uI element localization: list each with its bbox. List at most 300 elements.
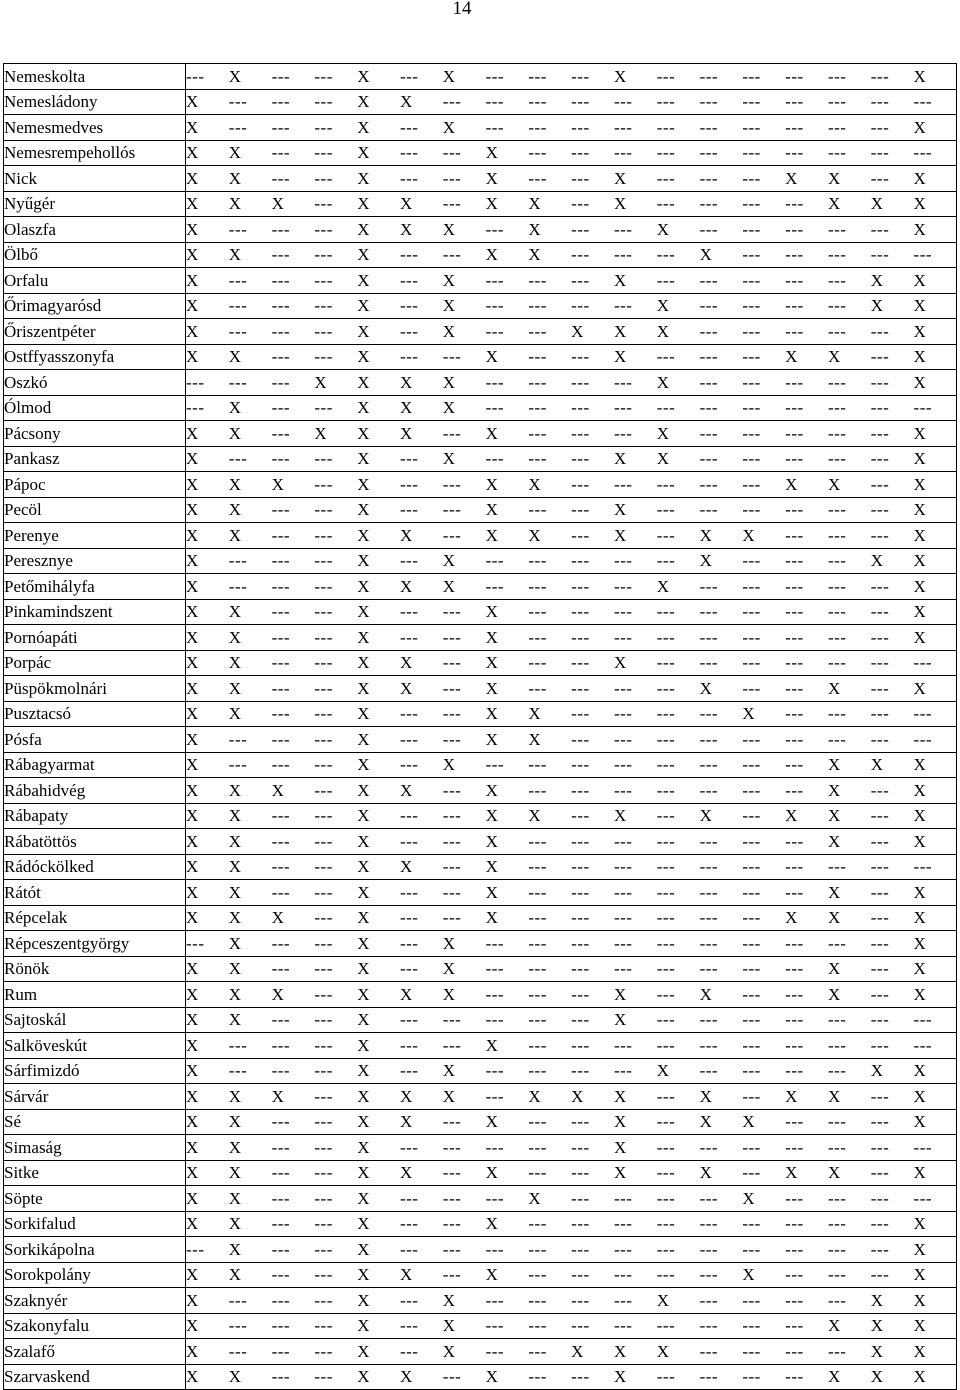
mark: X xyxy=(913,1341,927,1361)
mark: X xyxy=(485,780,499,800)
mark: --- xyxy=(271,525,291,545)
mark: --- xyxy=(785,933,804,953)
mark: --- xyxy=(528,1163,547,1183)
mark: X xyxy=(485,525,499,545)
mark: X xyxy=(870,1290,884,1310)
mark: --- xyxy=(613,245,633,265)
mark: --- xyxy=(442,423,462,443)
mark: --- xyxy=(314,270,333,290)
mark: --- xyxy=(699,704,719,724)
mark: --- xyxy=(314,627,333,647)
mark: X xyxy=(357,423,370,443)
mark: --- xyxy=(271,882,291,902)
mark: X xyxy=(485,1163,499,1183)
mark: --- xyxy=(271,1341,291,1361)
mark: X xyxy=(913,423,927,443)
mark: --- xyxy=(913,1188,933,1208)
mark: --- xyxy=(785,1061,804,1081)
mark: X xyxy=(357,933,370,953)
mark: X xyxy=(613,500,627,520)
mark: --- xyxy=(314,1341,333,1361)
mark: X xyxy=(357,449,370,469)
mark: --- xyxy=(399,1188,419,1208)
mark: --- xyxy=(913,729,933,749)
mark-cell xyxy=(186,752,957,778)
mark: --- xyxy=(528,857,547,877)
mark: X xyxy=(613,1367,627,1387)
mark: --- xyxy=(271,678,291,698)
mark: --- xyxy=(870,449,890,469)
mark: --- xyxy=(571,474,590,494)
mark: X xyxy=(913,882,927,902)
mark: X xyxy=(913,525,927,545)
mark: X xyxy=(528,245,542,265)
mark: X xyxy=(357,117,370,137)
table-row xyxy=(4,1313,957,1339)
mark: X xyxy=(228,1163,242,1183)
mark: --- xyxy=(870,117,890,137)
table-row xyxy=(4,1262,957,1288)
mark: X xyxy=(656,1290,670,1310)
mark: X xyxy=(186,500,199,520)
mark: X xyxy=(742,1188,756,1208)
mark: --- xyxy=(314,474,333,494)
mark: --- xyxy=(271,1061,291,1081)
mark: --- xyxy=(442,882,462,902)
mark: --- xyxy=(827,219,847,239)
table-row xyxy=(4,293,957,319)
mark: --- xyxy=(571,372,590,392)
mark: --- xyxy=(485,372,505,392)
mark: --- xyxy=(613,1239,633,1259)
mark-cell xyxy=(186,854,957,880)
mark: X xyxy=(442,755,456,775)
mark: --- xyxy=(528,1035,547,1055)
mark: --- xyxy=(742,959,761,979)
mark-cell xyxy=(186,395,957,421)
settlement-name: Rábapaty xyxy=(4,803,186,829)
mark: --- xyxy=(571,831,590,851)
mark: --- xyxy=(913,1010,933,1030)
mark: X xyxy=(357,245,370,265)
mark: X xyxy=(528,704,542,724)
mark-cell xyxy=(186,574,957,600)
mark: --- xyxy=(785,296,804,316)
mark: X xyxy=(742,704,756,724)
mark: --- xyxy=(785,500,804,520)
mark: --- xyxy=(870,168,890,188)
mark: --- xyxy=(528,1341,547,1361)
mark: X xyxy=(827,780,841,800)
table-row xyxy=(4,1109,957,1135)
settlement-name: Salköveskút xyxy=(4,1033,186,1059)
mark: --- xyxy=(870,321,890,341)
mark: X xyxy=(442,372,456,392)
mark: --- xyxy=(571,245,590,265)
mark: --- xyxy=(870,1188,890,1208)
mark-cell xyxy=(186,497,957,523)
mark: X xyxy=(186,194,199,214)
mark: X xyxy=(913,1265,927,1285)
mark: --- xyxy=(699,1367,719,1387)
mark: X xyxy=(357,1316,370,1336)
mark: --- xyxy=(314,729,333,749)
mark: --- xyxy=(271,1239,291,1259)
mark: --- xyxy=(571,1112,590,1132)
mark: --- xyxy=(528,66,547,86)
mark: --- xyxy=(442,1188,462,1208)
table-row xyxy=(4,268,957,294)
mark: --- xyxy=(271,117,291,137)
mark: --- xyxy=(699,959,719,979)
mark: --- xyxy=(228,755,248,775)
mark: X xyxy=(186,1035,199,1055)
mark: X xyxy=(613,194,627,214)
mark: --- xyxy=(442,1010,462,1030)
mark: --- xyxy=(613,143,633,163)
table-row xyxy=(4,548,957,574)
mark: X xyxy=(485,245,499,265)
mark: --- xyxy=(271,576,291,596)
mark: --- xyxy=(399,729,419,749)
mark: X xyxy=(357,780,370,800)
mark: --- xyxy=(785,66,804,86)
mark: --- xyxy=(271,296,291,316)
mark: --- xyxy=(785,1035,804,1055)
mark: --- xyxy=(785,653,804,673)
mark: --- xyxy=(314,1010,333,1030)
mark: X xyxy=(870,1367,884,1387)
mark: --- xyxy=(271,1367,291,1387)
mark: --- xyxy=(870,1035,890,1055)
mark: --- xyxy=(442,908,462,928)
mark: --- xyxy=(785,398,804,418)
mark: X xyxy=(186,551,199,571)
mark: --- xyxy=(399,1341,419,1361)
settlement-name: Nemesládony xyxy=(4,89,186,115)
mark: --- xyxy=(699,1010,719,1030)
mark-cell xyxy=(186,1058,957,1084)
mark: --- xyxy=(827,1010,847,1030)
mark: --- xyxy=(399,117,419,137)
mark: --- xyxy=(485,1239,505,1259)
mark: --- xyxy=(571,1061,590,1081)
mark: --- xyxy=(485,576,505,596)
mark: --- xyxy=(571,576,590,596)
mark: --- xyxy=(827,500,847,520)
mark: --- xyxy=(571,933,590,953)
mark-cell xyxy=(186,115,957,141)
mark: X xyxy=(228,1265,242,1285)
mark: X xyxy=(357,1265,370,1285)
mark: --- xyxy=(870,1239,890,1259)
mark: X xyxy=(186,627,199,647)
mark: X xyxy=(613,66,627,86)
mark: X xyxy=(913,984,927,1004)
mark: --- xyxy=(314,449,333,469)
mark: --- xyxy=(271,92,291,112)
mark: --- xyxy=(742,423,761,443)
mark: --- xyxy=(271,1112,291,1132)
mark: --- xyxy=(656,1214,676,1234)
mark-cell xyxy=(186,803,957,829)
mark: --- xyxy=(571,704,590,724)
table-row xyxy=(4,1339,957,1365)
mark: --- xyxy=(785,551,804,571)
settlement-name: Rönök xyxy=(4,956,186,982)
mark: --- xyxy=(528,347,547,367)
mark: --- xyxy=(314,602,333,622)
mark: X xyxy=(228,933,242,953)
settlement-name: Oszkó xyxy=(4,370,186,396)
mark: --- xyxy=(528,908,547,928)
mark: X xyxy=(228,704,242,724)
mark: --- xyxy=(442,525,462,545)
mark: --- xyxy=(613,1290,633,1310)
mark: --- xyxy=(528,933,547,953)
mark: X xyxy=(186,602,199,622)
mark-cell xyxy=(186,166,957,192)
table-row xyxy=(4,982,957,1008)
mark: --- xyxy=(742,1061,761,1081)
mark: X xyxy=(827,194,841,214)
mark: --- xyxy=(742,398,761,418)
mark: --- xyxy=(571,551,590,571)
mark: --- xyxy=(699,474,719,494)
mark: --- xyxy=(699,449,719,469)
mark: --- xyxy=(271,551,291,571)
mark: --- xyxy=(870,704,890,724)
mark: X xyxy=(913,449,927,469)
mark: X xyxy=(913,270,927,290)
mark: --- xyxy=(785,525,804,545)
mark: --- xyxy=(742,602,761,622)
mark: X xyxy=(913,1239,927,1259)
mark: X xyxy=(485,194,499,214)
mark: --- xyxy=(485,984,505,1004)
mark-cell xyxy=(186,1007,957,1033)
mark: --- xyxy=(613,933,633,953)
mark: --- xyxy=(870,576,890,596)
mark: --- xyxy=(870,372,890,392)
mark: X xyxy=(357,1163,370,1183)
mark: X xyxy=(357,627,370,647)
mark: X xyxy=(228,1214,242,1234)
mark: --- xyxy=(785,449,804,469)
table-row xyxy=(4,497,957,523)
settlement-name: Rádóckölked xyxy=(4,854,186,880)
mark: --- xyxy=(699,576,719,596)
mark: X xyxy=(357,984,370,1004)
settlement-name: Petőmihályfa xyxy=(4,574,186,600)
mark: --- xyxy=(656,908,676,928)
mark: --- xyxy=(785,194,804,214)
mark: --- xyxy=(699,347,719,367)
mark: --- xyxy=(571,653,590,673)
mark: X xyxy=(699,525,713,545)
mark: X xyxy=(186,857,199,877)
mark: --- xyxy=(271,66,291,86)
mark: X xyxy=(399,1265,413,1285)
mark: X xyxy=(399,653,413,673)
settlement-name: Simaság xyxy=(4,1135,186,1161)
settlement-name: Nemesrempehollós xyxy=(4,140,186,166)
mark: X xyxy=(399,194,413,214)
settlement-name: Sárfimizdó xyxy=(4,1058,186,1084)
mark: --- xyxy=(742,1367,761,1387)
mark: X xyxy=(442,1316,456,1336)
mark: X xyxy=(399,857,413,877)
mark: --- xyxy=(785,704,804,724)
mark: --- xyxy=(271,270,291,290)
mark: X xyxy=(186,806,199,826)
table-row xyxy=(4,140,957,166)
mark: --- xyxy=(742,831,761,851)
settlement-name: Ólmod xyxy=(4,395,186,421)
mark: --- xyxy=(656,627,676,647)
mark: X xyxy=(399,398,413,418)
settlement-name: Sé xyxy=(4,1109,186,1135)
mark: X xyxy=(913,1316,927,1336)
mark: --- xyxy=(399,1035,419,1055)
mark: --- xyxy=(571,347,590,367)
mark: X xyxy=(656,449,670,469)
mark: --- xyxy=(827,143,847,163)
mark: X xyxy=(186,1086,199,1106)
settlement-name: Rábahidvég xyxy=(4,778,186,804)
mark: --- xyxy=(742,321,761,341)
mark: --- xyxy=(870,66,890,86)
mark: --- xyxy=(742,296,761,316)
mark: --- xyxy=(742,168,761,188)
mark: --- xyxy=(442,474,462,494)
mark: --- xyxy=(528,398,547,418)
mark: X xyxy=(357,1290,370,1310)
mark: X xyxy=(742,1265,756,1285)
mark: --- xyxy=(314,143,333,163)
mark: --- xyxy=(485,270,505,290)
mark: X xyxy=(186,423,199,443)
settlement-name: Sajtoskál xyxy=(4,1007,186,1033)
mark: X xyxy=(228,1239,242,1259)
mark: X xyxy=(827,474,841,494)
mark: --- xyxy=(314,1214,333,1234)
mark: X xyxy=(913,627,927,647)
mark: --- xyxy=(785,576,804,596)
mark: X xyxy=(613,653,627,673)
mark: --- xyxy=(742,729,761,749)
mark: --- xyxy=(785,984,804,1004)
table-row xyxy=(4,1084,957,1110)
mark: --- xyxy=(528,959,547,979)
mark: --- xyxy=(528,143,547,163)
mark: X xyxy=(613,449,627,469)
settlement-name: Sárvár xyxy=(4,1084,186,1110)
mark: X xyxy=(228,806,242,826)
mark: --- xyxy=(528,321,547,341)
mark: X xyxy=(613,1086,627,1106)
mark: --- xyxy=(228,551,248,571)
mark: --- xyxy=(271,857,291,877)
mark: X xyxy=(186,321,199,341)
mark: --- xyxy=(870,245,890,265)
mark: --- xyxy=(442,704,462,724)
mark: X xyxy=(742,525,756,545)
mark: --- xyxy=(656,92,676,112)
mark: X xyxy=(656,1061,670,1081)
mark: X xyxy=(827,347,841,367)
settlement-name: Sitke xyxy=(4,1160,186,1186)
mark: X xyxy=(613,806,627,826)
mark: --- xyxy=(228,1035,248,1055)
mark: X xyxy=(870,194,884,214)
mark: --- xyxy=(528,882,547,902)
mark: --- xyxy=(785,1137,804,1157)
mark: --- xyxy=(442,194,462,214)
mark-cell xyxy=(186,217,957,243)
mark-cell xyxy=(186,1186,957,1212)
mark: --- xyxy=(528,1239,547,1259)
mark: X xyxy=(442,219,456,239)
mark: X xyxy=(913,959,927,979)
mark: --- xyxy=(613,1316,633,1336)
mark: X xyxy=(228,66,242,86)
mark: X xyxy=(228,678,242,698)
mark: --- xyxy=(913,653,933,673)
mark: --- xyxy=(271,168,291,188)
mark: --- xyxy=(528,831,547,851)
mark: --- xyxy=(656,194,676,214)
mark: X xyxy=(357,321,370,341)
mark: --- xyxy=(699,1316,719,1336)
mark: --- xyxy=(742,219,761,239)
mark: X xyxy=(613,270,627,290)
mark: --- xyxy=(528,1137,547,1157)
mark: --- xyxy=(571,882,590,902)
mark: X xyxy=(913,576,927,596)
mark: --- xyxy=(528,576,547,596)
mark: --- xyxy=(271,627,291,647)
mark: X xyxy=(186,1316,199,1336)
table-row xyxy=(4,1288,957,1314)
mark: --- xyxy=(442,857,462,877)
mark-cell xyxy=(186,701,957,727)
mark: --- xyxy=(613,831,633,851)
mark: X xyxy=(913,806,927,826)
mark: --- xyxy=(528,423,547,443)
mark: --- xyxy=(485,1290,505,1310)
mark: X xyxy=(785,908,798,928)
mark: --- xyxy=(399,1316,419,1336)
mark: X xyxy=(913,168,927,188)
mark: X xyxy=(186,1214,199,1234)
mark-cell xyxy=(186,89,957,115)
mark: --- xyxy=(314,500,333,520)
mark: --- xyxy=(656,1163,676,1183)
mark: X xyxy=(913,908,927,928)
mark: --- xyxy=(442,1265,462,1285)
mark: X xyxy=(870,1061,884,1081)
mark: --- xyxy=(314,1188,333,1208)
mark: --- xyxy=(399,959,419,979)
mark-cell xyxy=(186,1135,957,1161)
mark: X xyxy=(870,1316,884,1336)
mark: --- xyxy=(656,1188,676,1208)
mark: X xyxy=(186,117,199,137)
mark: --- xyxy=(656,1035,676,1055)
mark: X xyxy=(528,1086,542,1106)
mark: --- xyxy=(827,1239,847,1259)
